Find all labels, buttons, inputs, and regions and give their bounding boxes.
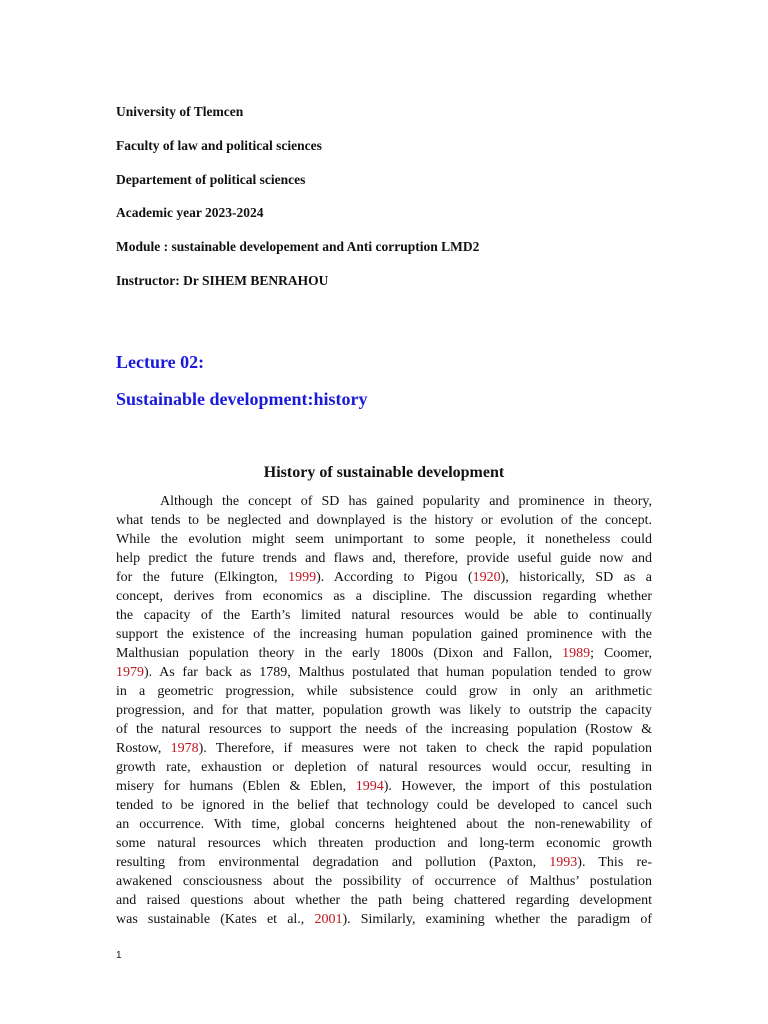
header-academic-year: Academic year 2023-2024 <box>116 205 264 220</box>
body-line: While the evolution might seem unimportant to some people, it nonetheless could <box>116 532 652 547</box>
citation-year[interactable]: 1993 <box>549 855 578 870</box>
body-line: was sustainable (Kates et al., 2001). Similarly, examining whether the paradigm of <box>116 912 652 927</box>
body-line: Although the concept of SD has gained popularity and prominence in theory, <box>160 494 652 509</box>
body-line: help predict the future trends and flaws and, therefore, provide useful guide now and <box>116 551 652 566</box>
section-heading: History of sustainable development <box>263 464 505 481</box>
citation-year[interactable]: 1989 <box>562 646 591 661</box>
body-line: 1979). As far back as 1789, Malthus postulated that human population tended to grow <box>116 665 652 680</box>
body-line: the capacity of the Earth’s limited natural resources would be able to continually <box>116 608 652 623</box>
lecture-title: Sustainable development:history <box>116 389 368 409</box>
citation-year[interactable]: 1978 <box>170 741 199 756</box>
page-number: 1 <box>116 950 122 961</box>
header-department: Departement of political sciences <box>116 172 306 187</box>
body-line: in a geometric progression, while subsistence could grow in only an arithmetic <box>116 684 652 699</box>
body-line: Malthusian population theory in the early 1800s (Dixon and Fallon, 1989; Coomer, <box>116 646 652 661</box>
body-line: misery for humans (Eblen & Eblen, 1994). However, the import of this postulation <box>116 779 652 794</box>
body-line: an occurrence. With time, global concerns heightened about the non-renewability of <box>116 817 652 832</box>
body-line: progression, and for that matter, population growth was likely to outstrip the capacity <box>116 703 652 718</box>
body-line: tended to be ignored in the belief that technology could be developed to cancel such <box>116 798 652 813</box>
citation-year[interactable]: 1979 <box>116 665 144 680</box>
body-line: what tends to be neglected and downplayed is the history or evolution of the concept. <box>116 513 652 528</box>
body-line: support the existence of the increasing human population gained prominence with the <box>116 627 652 642</box>
citation-year[interactable]: 1994 <box>355 779 384 794</box>
citation-year[interactable]: 1920 <box>472 570 501 585</box>
header-university: University of Tlemcen <box>116 104 244 119</box>
header-module: Module : sustainable developement and Anti corruption LMD2 <box>116 239 480 254</box>
header-faculty: Faculty of law and political sciences <box>116 138 322 153</box>
body-line: Rostow, 1978). Therefore, if measures were not taken to check the rapid population <box>116 741 652 756</box>
body-line: and raised questions about whether the path being chattered regarding development <box>116 893 652 908</box>
body-line: some natural resources which threaten production and long-term economic growth <box>116 836 652 851</box>
body-line: concept, derives from economics as a discipline. The discussion regarding whether <box>116 589 652 604</box>
header-instructor: Instructor: Dr SIHEM BENRAHOU <box>116 273 329 288</box>
body-line: growth rate, exhaustion or depletion of natural resources would occur, resulting in <box>116 760 652 775</box>
lecture-number: Lecture 02: <box>116 352 205 372</box>
body-line: awakened consciousness about the possibility of occurrence of Malthus’ postulation <box>116 874 652 889</box>
body-text <box>116 492 652 929</box>
citation-year[interactable]: 2001 <box>314 912 343 927</box>
citation-year[interactable]: 1999 <box>288 570 317 585</box>
body-line: of the natural resources to support the needs of the increasing population (Rostow & <box>116 722 652 737</box>
body-line: resulting from environmental degradation and pollution (Paxton, 1993). This re- <box>116 855 652 870</box>
body-line: for the future (Elkington, 1999). According to Pigou (1920), historically, SD as a <box>116 570 652 585</box>
